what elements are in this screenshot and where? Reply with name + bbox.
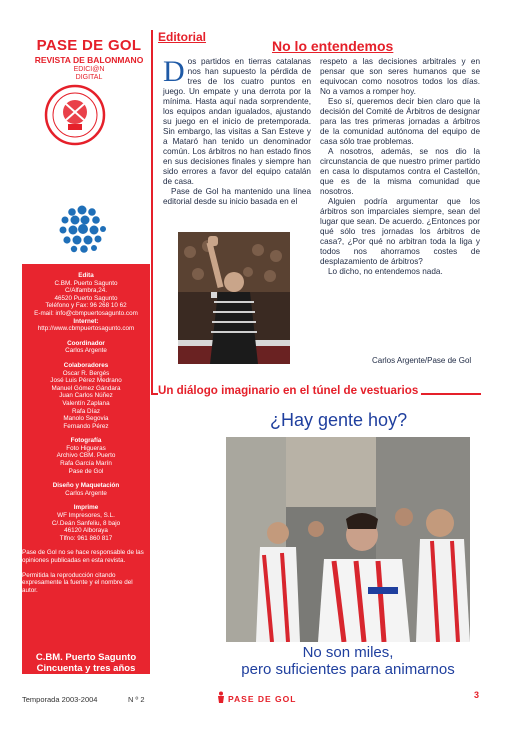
editorial-paragraph: Eso sí, queremos decir bien claro que la decisión del Comité de Árbitros de designar para las tres primeras jornadas a árbitros de la comunidad autónoma del equipo de casa sólo trae problemas.	[320, 97, 480, 146]
edita-line: C.BM. Puerto Sagunto	[54, 279, 118, 287]
coordinador-heading: Coordinador	[67, 339, 105, 347]
section-label: Editorial	[158, 30, 207, 44]
photo-caption-line-1: No son miles,	[302, 644, 394, 661]
colaborador-name: José Luis Pérez Medrano	[50, 377, 122, 385]
page-number: 3	[474, 690, 480, 700]
photo-caption	[226, 644, 470, 678]
club-logo	[44, 84, 106, 146]
article-question: ¿Hay gente hoy?	[270, 410, 408, 430]
footer-brand: PASE DE GOL	[228, 694, 297, 704]
season-label: Temporada 2003-2004	[22, 695, 98, 704]
colaborador-name: Juan Carlos Núñez	[59, 392, 113, 400]
colaborador-name: Fernando Pérez	[63, 422, 109, 430]
colaborador-name: Manuel Gómez Gándara	[51, 384, 121, 392]
editorial-column-2	[320, 57, 480, 277]
diseno-name: Carlos Argente	[65, 489, 107, 497]
edita-line: Teléfono y Fax: 96 268 10 62	[45, 302, 127, 310]
fotografia-credit: Rafa García Marín	[60, 460, 112, 468]
diseno-heading: Diseño y Maquetación	[52, 482, 120, 490]
colaborador-name: Manolo Segovia	[63, 415, 109, 423]
imprime-heading: Imprime	[73, 504, 99, 512]
internet-heading: Internet:	[73, 317, 99, 325]
colaborador-name: Valentín Zaplana	[62, 399, 110, 407]
colaborador-name: Oscar R. Bergés	[62, 369, 110, 377]
edita-line: C/Alfambra,24.	[65, 287, 107, 295]
edita-heading: Edita	[78, 272, 94, 279]
player-icon	[216, 691, 226, 703]
internet-link[interactable]: http://www.cbmpuertosagunto.com	[37, 325, 135, 333]
imprime-line: WF Impresores, S.L.	[57, 512, 115, 520]
editorial-paragraph: Pase de Gol ha mantenido una línea editorial desde su inicio basada en el	[163, 187, 311, 206]
issue-number: N º 2	[128, 695, 145, 704]
referee-photo	[178, 232, 290, 364]
colaborador-name: Rafa Díaz	[72, 407, 100, 415]
club-tagline-line-3: jugando al Balonmano	[35, 674, 137, 685]
imprime-line: 46120 Alboraya	[64, 527, 108, 535]
editorial-signature: Carlos Argente/Pase de Gol	[372, 356, 472, 365]
editorial-paragraph: respeto a las decisiones arbitrales y en pensar que son seres humanos que se equivocan como nosotros todos los días. No a vamos a romper hoy.	[320, 57, 480, 96]
edita-email: E-mail: info@cbmpuertosagunto.com	[34, 309, 138, 317]
editorial-headline: No lo entendemos	[272, 38, 394, 54]
drop-cap: D	[163, 55, 185, 88]
fotografia-credit: Archivo CBM. Puerto	[56, 452, 116, 460]
fotografia-heading: Fotografía	[70, 437, 102, 445]
club-tagline-line-2: Cincuenta y tres años	[36, 663, 136, 674]
credits-panel	[22, 264, 150, 674]
magazine-title: PASE DE GOL	[36, 37, 142, 54]
colaboradores-heading: Colaboradores	[63, 361, 109, 369]
edition-line-2: DIGITAL	[75, 74, 103, 81]
edition-label	[30, 66, 148, 82]
editorial-paragraph: A nosotros, además, se nos dio la circunstancia de que nuestro primer partido en casa lo disputamos contra el Castellón, que es de la misma comunidad que nosotros.	[320, 147, 480, 196]
imprime-line: Tlfno: 961 860 817	[59, 534, 113, 542]
disclaimer-opinions: Pase de Gol no se hace responsable de las opiniones publicadas en esta revista.	[22, 549, 144, 564]
team-photo	[226, 437, 470, 642]
editorial-column-1	[163, 57, 311, 207]
editorial-paragraph: Lo dicho, no entendemos nada.	[328, 267, 443, 276]
disclaimer-reproduction: Permitida la reproducción citando expresamente la fuente y el nombre del autor.	[22, 571, 133, 594]
imprime-line: C/.Deán Sanfeliu, 8 bajo	[51, 519, 121, 527]
photo-caption-line-2: pero suficientes para animarnos	[241, 661, 455, 678]
ball-icon	[54, 200, 110, 256]
editorial-paragraph: os partidos en tierras catalanas nos han supuesto la pérdida de tres de los cuatro puntos en juego. Un empate y una derrota por la mínima. Hasta aquí nada sorprendente, los equipos andan igualados, ajustando su juego en el inicio de pretemporada. Sin embargo, las visitas a San Esteve y a Mataró han tenido un denominador común. Los árbitros no han estado finos en sus decisiones finales y siempre han sido errores a favor del equipo catalán de casa.	[163, 57, 311, 186]
editorial-divider-vertical	[151, 30, 153, 395]
club-tagline-line-1: C.BM. Puerto Sagunto	[35, 652, 137, 663]
fotografia-credit: Foto Higueras	[66, 444, 106, 452]
fotografia-credit: Pase de Gol	[68, 467, 104, 475]
article-title: Un diálogo imaginario en el túnel de vestuarios	[158, 384, 421, 397]
editorial-paragraph: Alguien podría argumentar que los árbitros son imparciales siempre, sean del lugar que sean. De acuerdo. ¿Entonces por qué sólo tres jornadas los árbitros de casa?, ¿Por qué no arbitran toda la liga y todos nos ahorramos costes de desplazamiento de árbitros?	[320, 197, 480, 266]
edita-line: 46520 Puerto Sagunto	[54, 294, 118, 302]
club-tagline	[22, 652, 150, 685]
coordinador-name: Carlos Argente	[65, 347, 107, 355]
magazine-subtitle: REVISTA DE BALONMANO	[34, 55, 144, 65]
edition-line-1: EDICI@N	[73, 66, 105, 73]
